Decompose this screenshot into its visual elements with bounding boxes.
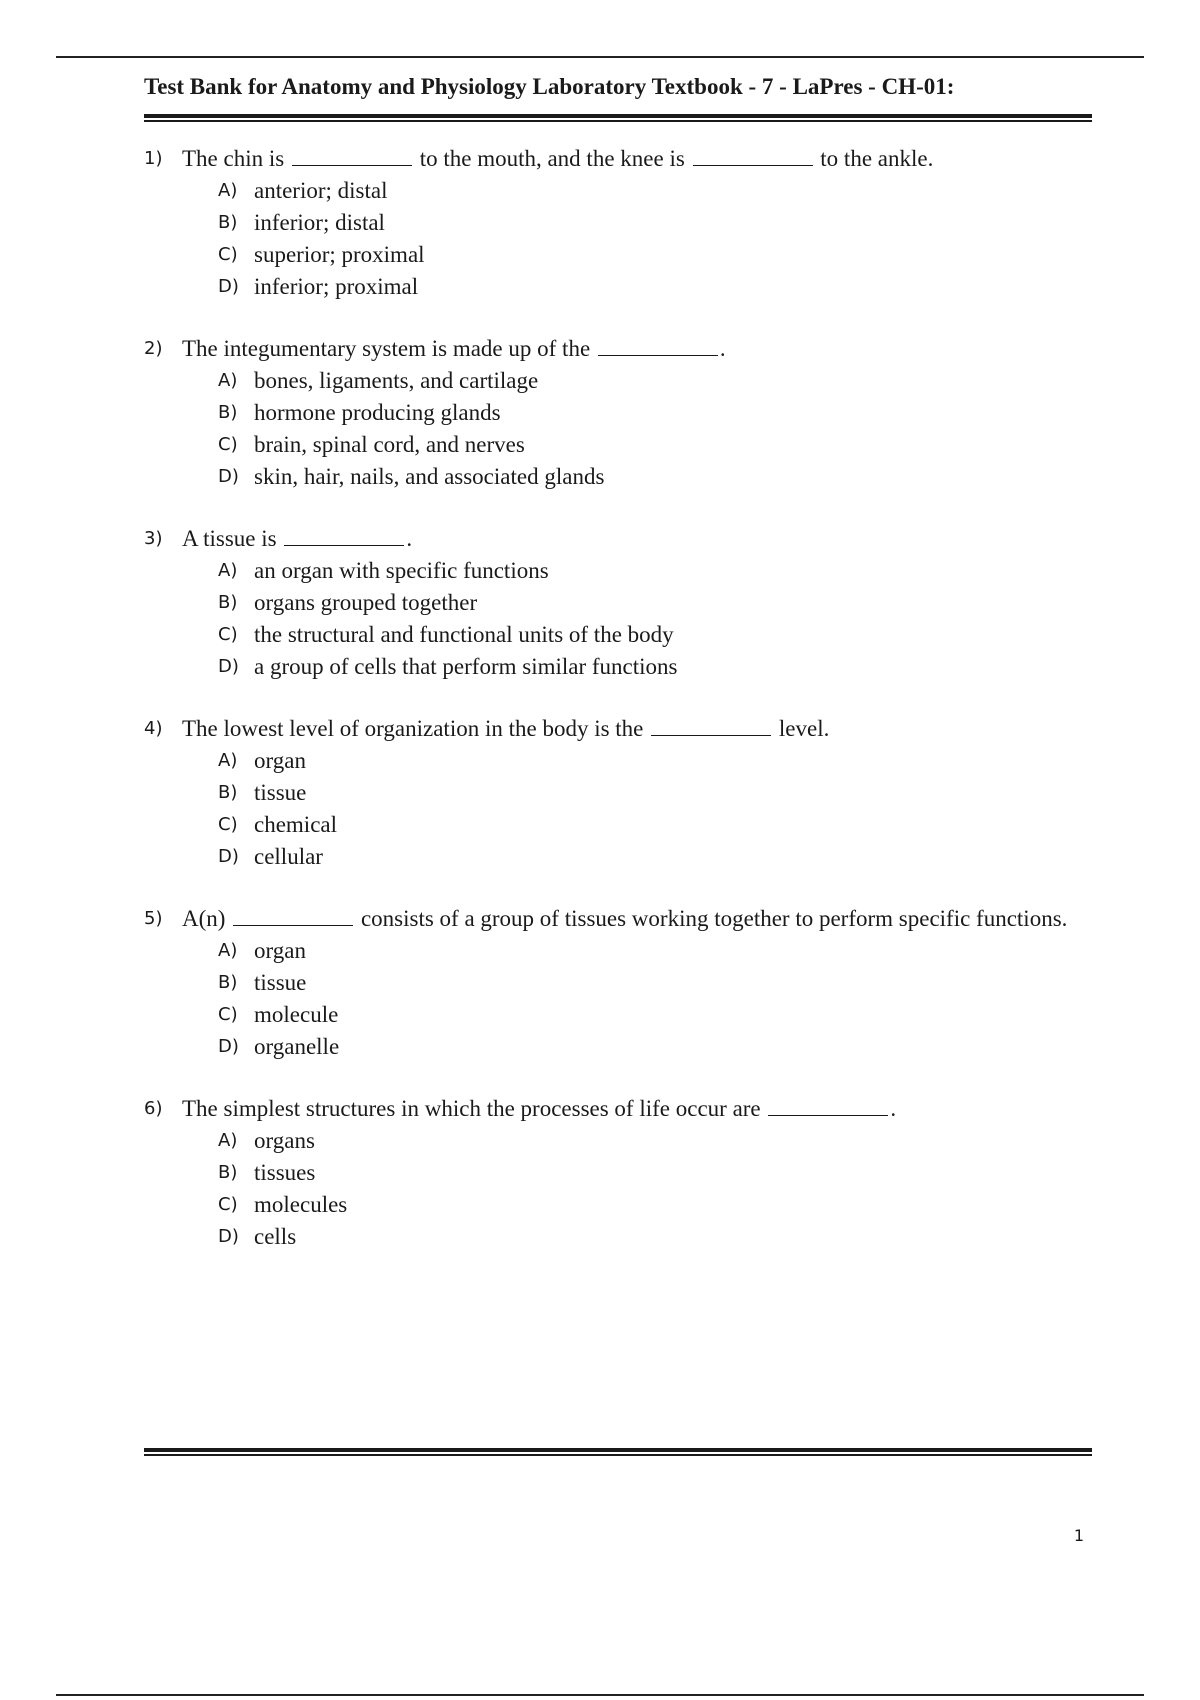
footer-double-rule	[144, 1448, 1092, 1456]
option-letter: B)	[218, 782, 238, 803]
option-letter: C)	[218, 624, 238, 645]
option-letter: C)	[218, 814, 238, 835]
option-text: hormone producing glands	[254, 400, 501, 425]
question-number: 1)	[144, 148, 163, 169]
answer-option	[218, 967, 1092, 999]
option-letter: B)	[218, 592, 238, 613]
question	[144, 523, 1092, 683]
question	[144, 143, 1092, 303]
answer-option	[218, 809, 1092, 841]
option-letter: B)	[218, 972, 238, 993]
question-text: A tissue is .	[182, 523, 1092, 555]
question-text: The integumentary system is made up of the .	[182, 333, 1092, 365]
question-list	[144, 143, 1092, 1283]
answer-option	[218, 587, 1092, 619]
option-letter: D)	[218, 276, 239, 297]
answer-option	[218, 365, 1092, 397]
option-letter: D)	[218, 1036, 239, 1057]
question-text: The simplest structures in which the processes of life occur are .	[182, 1093, 1092, 1125]
question-stem	[144, 143, 1092, 175]
option-text: organs	[254, 1128, 315, 1153]
option-letter: A)	[218, 1130, 238, 1151]
answer-option	[218, 935, 1092, 967]
answer-option	[218, 841, 1092, 873]
option-text: skin, hair, nails, and associated glands	[254, 464, 605, 489]
question	[144, 1093, 1092, 1253]
answer-option	[218, 461, 1092, 493]
answer-option	[218, 175, 1092, 207]
option-letter: B)	[218, 212, 238, 233]
option-letter: D)	[218, 1226, 239, 1247]
question-number: 2)	[144, 338, 163, 359]
answer-blank	[233, 903, 353, 926]
document-title: Test Bank for Anatomy and Physiology Laboratory Textbook - 7 - LaPres - CH-01:	[144, 74, 955, 99]
option-text: organs grouped together	[254, 590, 478, 615]
option-text: brain, spinal cord, and nerves	[254, 432, 525, 457]
answer-options	[144, 555, 1092, 683]
option-text: superior; proximal	[254, 242, 425, 267]
answer-options	[144, 745, 1092, 873]
option-letter: C)	[218, 1194, 238, 1215]
option-letter: A)	[218, 180, 238, 201]
option-letter: D)	[218, 656, 239, 677]
option-letter: A)	[218, 560, 238, 581]
question-stem	[144, 333, 1092, 365]
question-stem	[144, 1093, 1092, 1125]
answer-blank	[292, 143, 412, 166]
question	[144, 333, 1092, 493]
answer-option	[218, 239, 1092, 271]
answer-option	[218, 1157, 1092, 1189]
question	[144, 903, 1092, 1063]
question-number: 6)	[144, 1098, 163, 1119]
question-stem	[144, 713, 1092, 745]
question-text: The lowest level of organization in the body is the level.	[182, 713, 1092, 745]
answer-option	[218, 1221, 1092, 1253]
answer-option	[218, 207, 1092, 239]
question-number: 5)	[144, 908, 163, 929]
answer-option	[218, 397, 1092, 429]
option-text: tissue	[254, 970, 307, 995]
option-text: inferior; proximal	[254, 274, 419, 299]
answer-blank	[284, 523, 404, 546]
question	[144, 713, 1092, 873]
header-double-rule	[144, 114, 1092, 122]
answer-option	[218, 777, 1092, 809]
option-text: tissues	[254, 1160, 316, 1185]
answer-option	[218, 271, 1092, 303]
option-text: an organ with specific functions	[254, 558, 549, 583]
option-text: cellular	[254, 844, 323, 869]
answer-options	[144, 175, 1092, 303]
option-text: bones, ligaments, and cartilage	[254, 368, 539, 393]
option-text: organelle	[254, 1034, 340, 1059]
option-text: organ	[254, 748, 306, 773]
option-letter: C)	[218, 434, 238, 455]
option-letter: B)	[218, 402, 238, 423]
page-bottom-rule	[56, 1694, 1144, 1696]
answer-blank	[768, 1093, 888, 1116]
option-letter: C)	[218, 244, 238, 265]
answer-options	[144, 365, 1092, 493]
question-text: A(n) consists of a group of tissues working together to perform specific functions.	[182, 903, 1092, 935]
option-text: a group of cells that perform similar functions	[254, 654, 678, 679]
option-text: molecules	[254, 1192, 348, 1217]
question-text: The chin is to the mouth, and the knee is to the ankle.	[182, 143, 1092, 175]
option-text: chemical	[254, 812, 338, 837]
option-letter: C)	[218, 1004, 238, 1025]
answer-options	[144, 1125, 1092, 1253]
answer-option	[218, 745, 1092, 777]
answer-options	[144, 935, 1092, 1063]
question-stem	[144, 523, 1092, 555]
answer-option	[218, 999, 1092, 1031]
document-header	[144, 72, 1092, 122]
answer-option	[218, 1189, 1092, 1221]
answer-option	[218, 1125, 1092, 1157]
option-letter: A)	[218, 750, 238, 771]
option-letter: A)	[218, 370, 238, 391]
page-top-rule	[56, 56, 1144, 58]
answer-option	[218, 555, 1092, 587]
answer-option	[218, 1031, 1092, 1063]
option-text: anterior; distal	[254, 178, 388, 203]
question-number: 4)	[144, 718, 163, 739]
answer-blank	[651, 713, 771, 736]
option-text: cells	[254, 1224, 297, 1249]
option-text: molecule	[254, 1002, 339, 1027]
option-letter: B)	[218, 1162, 238, 1183]
answer-blank	[598, 333, 718, 356]
option-text: tissue	[254, 780, 307, 805]
option-letter: A)	[218, 940, 238, 961]
option-letter: D)	[218, 846, 239, 867]
option-text: inferior; distal	[254, 210, 385, 235]
option-letter: D)	[218, 466, 239, 487]
answer-option	[218, 429, 1092, 461]
page-number: 1	[1073, 1526, 1084, 1545]
question-stem	[144, 903, 1092, 935]
option-text: organ	[254, 938, 306, 963]
question-number: 3)	[144, 528, 163, 549]
answer-option	[218, 651, 1092, 683]
answer-blank	[693, 143, 813, 166]
answer-option	[218, 619, 1092, 651]
option-text: the structural and functional units of the body	[254, 622, 674, 647]
